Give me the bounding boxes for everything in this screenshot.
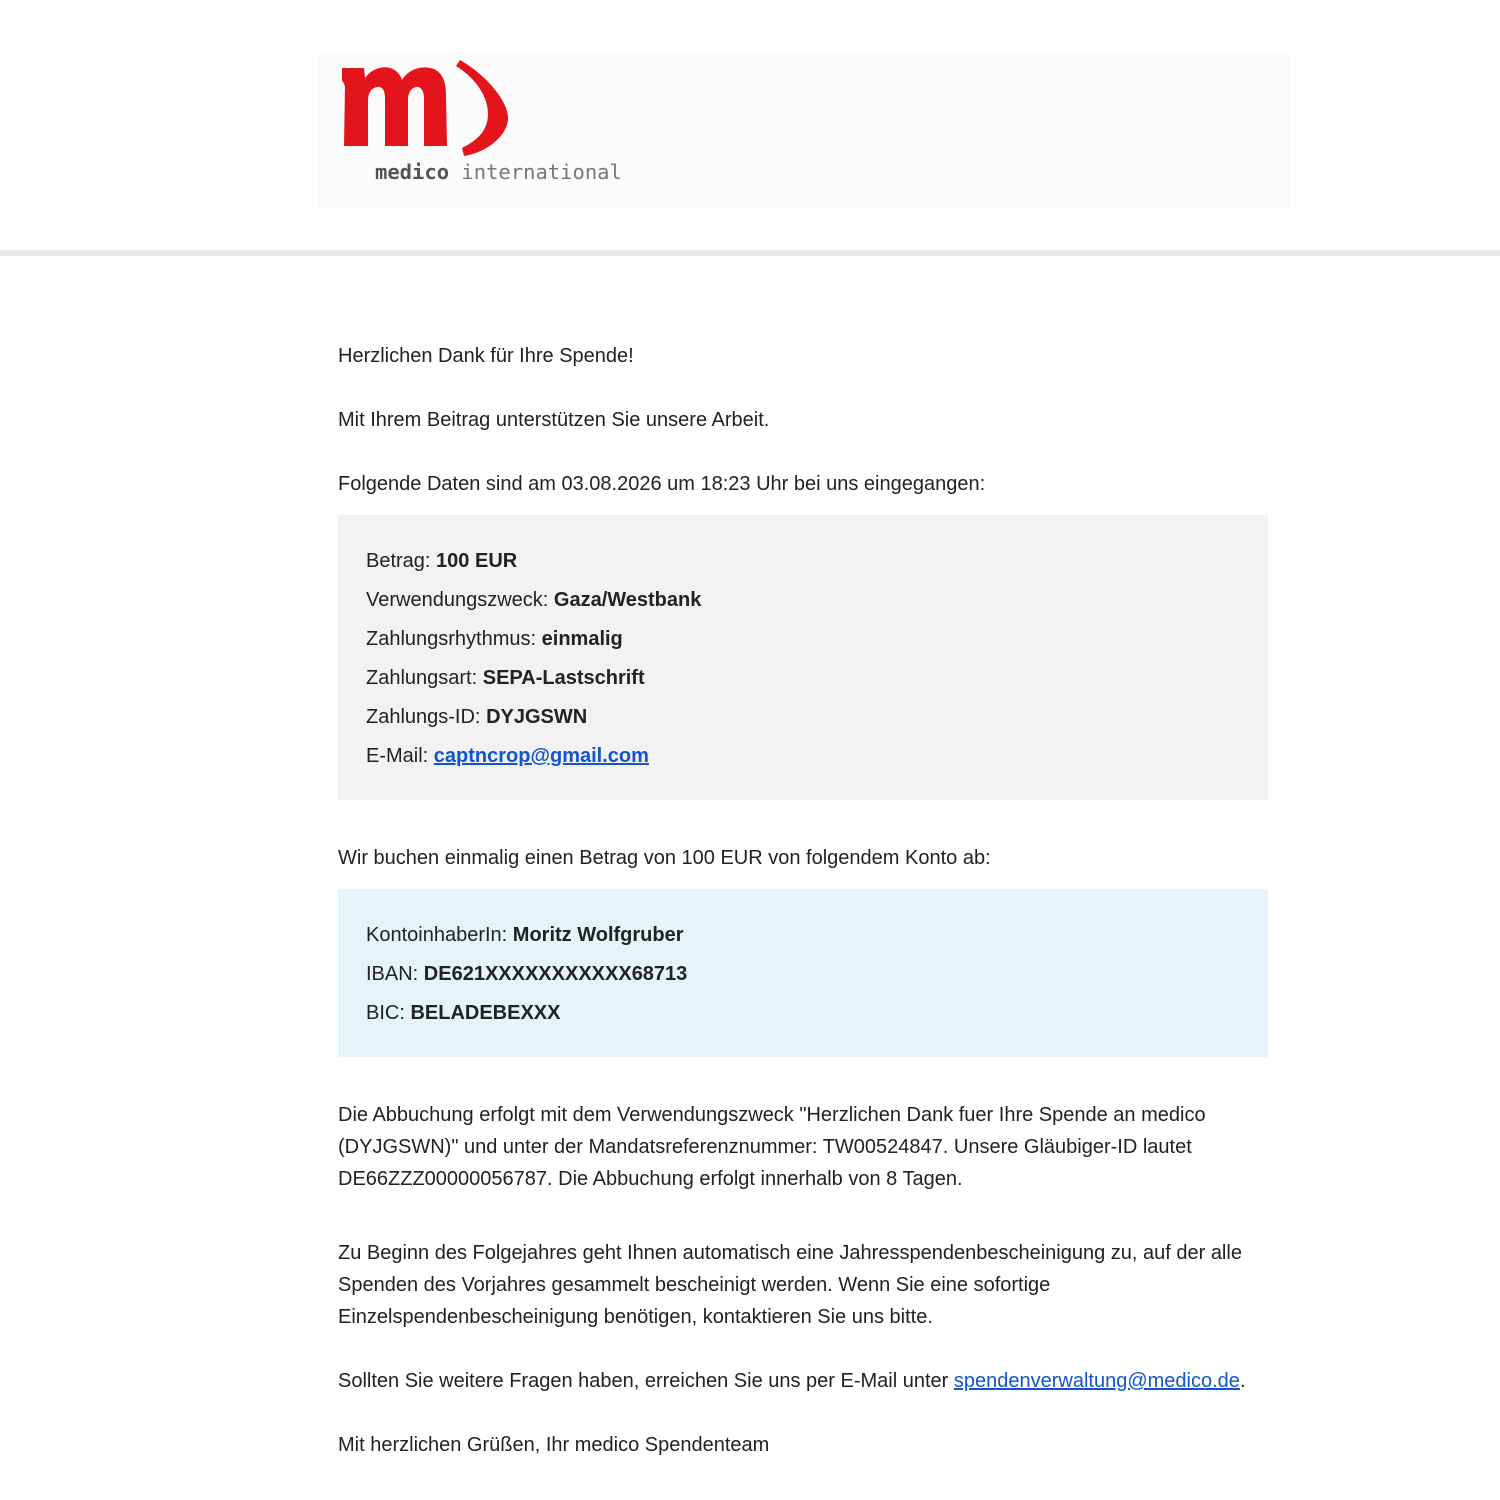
iban-label: IBAN: (366, 963, 424, 985)
rhythm-value: einmalig (541, 628, 623, 650)
account-holder-value: Moritz Wolfgruber (512, 924, 684, 946)
receipt-paragraph: Zu Beginn des Folgejahres geht Ihnen automatisch eine Jahresspendenbescheinigung zu, auf der alle Spenden des Vorjahres gesammelt bescheinigt werden. Wenn Sie eine sofortige Einzelspendenbescheinigung benötigen, kontaktieren Sie uns bitte. (338, 1242, 1242, 1328)
support-line: Mit Ihrem Beitrag unterstützen Sie unsere Arbeit. (338, 409, 770, 431)
account-holder-row (366, 916, 1240, 955)
received-line: Folgende Daten sind am 03.08.2026 um 18:23 Uhr bei uns eingegangen: (338, 473, 986, 495)
iban-value: DE621XXXXXXXXXXX68713 (423, 963, 688, 985)
payment-id-value: DYJGSWN (486, 706, 588, 728)
contact-text: Sollten Sie weitere Fragen haben, erreichen Sie uns per E-Mail unter (338, 1370, 954, 1392)
payment-id-row (366, 698, 1240, 737)
contact-paragraph (338, 1365, 1268, 1397)
thanks-line: Herzlichen Dank für Ihre Spende! (338, 345, 634, 367)
email-row (366, 737, 1240, 776)
payment-method-label: Zahlungsart: (366, 667, 483, 689)
bic-row (366, 994, 1240, 1033)
rhythm-row (366, 620, 1240, 659)
support-email-link[interactable]: spendenverwaltung@medico.de (953, 1370, 1240, 1392)
amount-label: Betrag: (366, 550, 437, 572)
iban-row (366, 955, 1240, 994)
payment-method-value: SEPA-Lastschrift (482, 667, 645, 689)
purpose-row (366, 581, 1240, 620)
logo-wordmark (375, 160, 622, 184)
debit-intro-line: Wir buchen einmalig einen Betrag von 100 EUR von folgendem Konto ab: (338, 847, 991, 869)
payment-id-label: Zahlungs-ID: (366, 706, 487, 728)
email-label: E-Mail: (366, 745, 434, 767)
amount-row (366, 542, 1240, 581)
medico-logo-mark (338, 56, 518, 156)
closing-line: Mit herzlichen Grüßen, Ihr medico Spendenteam (338, 1434, 770, 1456)
logo (318, 52, 1290, 208)
contact-period: . (1239, 1370, 1246, 1392)
mandate-paragraph: Die Abbuchung erfolgt mit dem Verwendungszweck "Herzlichen Dank fuer Ihre Spende an medico (DYJGSWN)" und unter der Mandatsreferenznummer: TW00524847. Unsere Gläubiger-ID lautet DE66ZZZ00000056787. Die Abbuchung erfolgt innerhalb von 8 Tagen. (338, 1104, 1206, 1190)
email-body (338, 256, 1268, 1461)
bic-value: BELADEBEXXX (410, 1002, 561, 1024)
donation-details-box (338, 515, 1268, 800)
account-holder-label: KontoinhaberIn: (366, 924, 513, 946)
amount-value: 100 EUR (436, 550, 518, 572)
account-details-box (338, 889, 1268, 1057)
email-header (0, 0, 1500, 250)
bic-label: BIC: (366, 1002, 411, 1024)
logo-word-medico: medico (375, 160, 450, 184)
rhythm-label: Zahlungsrhythmus: (366, 628, 542, 650)
purpose-value: Gaza/Westbank (553, 589, 702, 611)
logo-word-international: international (461, 160, 622, 184)
purpose-label: Verwendungszweck: (366, 589, 554, 611)
donor-email-link[interactable]: captncrop@gmail.com (433, 745, 649, 767)
payment-method-row (366, 659, 1240, 698)
